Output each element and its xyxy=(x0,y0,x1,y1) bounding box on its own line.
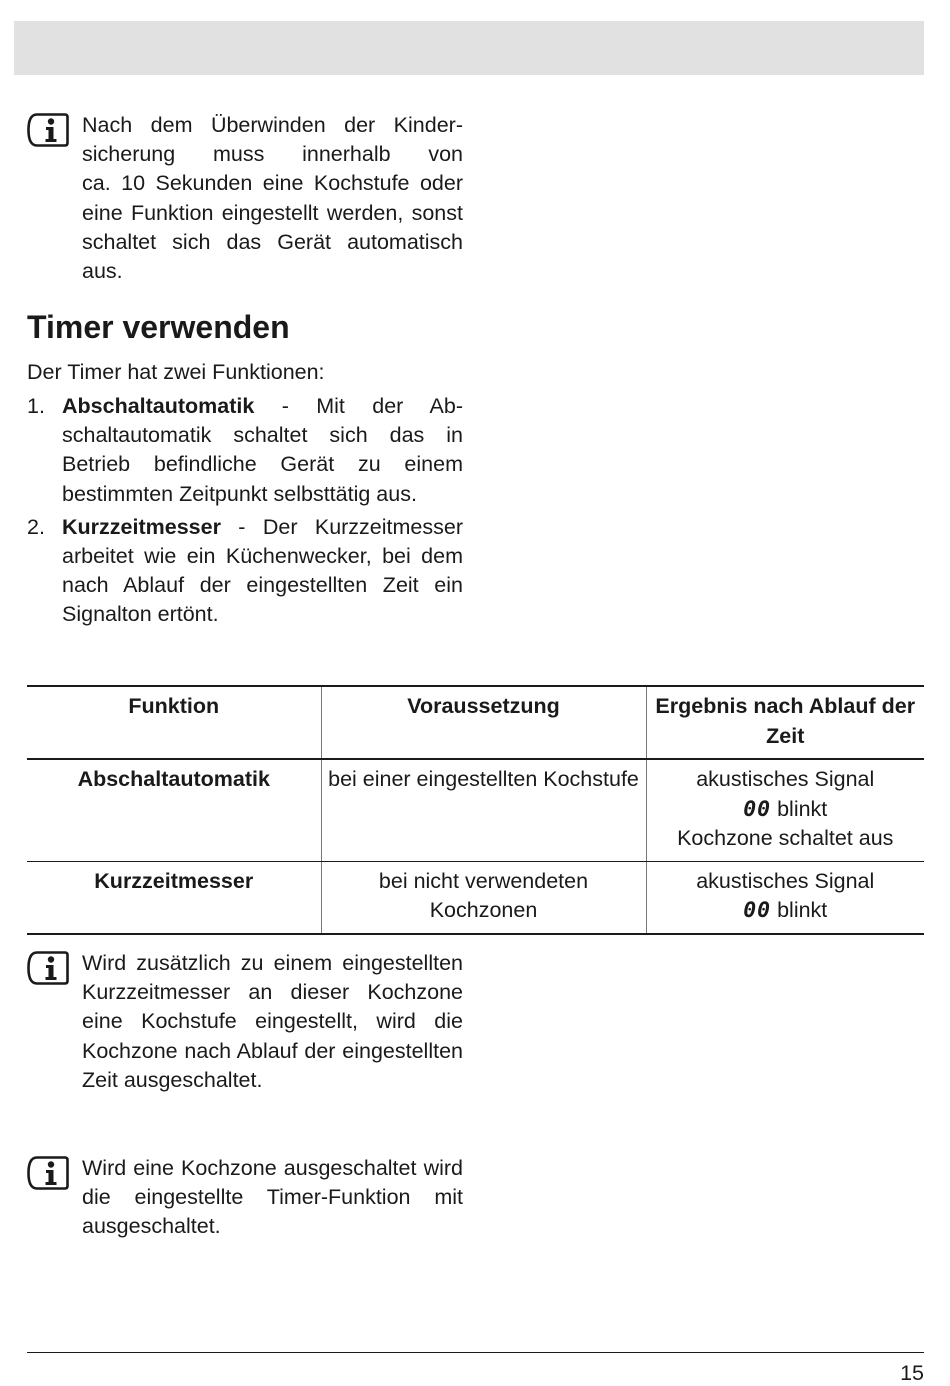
table-header-cell: Funktion xyxy=(27,686,321,759)
table-cell-result xyxy=(646,759,924,861)
result-blink-line xyxy=(653,896,919,926)
section-title: Timer verwenden xyxy=(27,309,290,345)
table-row xyxy=(27,759,924,861)
timer-table xyxy=(27,685,924,935)
footer-divider xyxy=(27,1352,924,1353)
info-note xyxy=(27,1154,463,1242)
info-icon xyxy=(27,1156,69,1190)
info-icon xyxy=(27,951,69,985)
info-note xyxy=(27,111,463,286)
note-text: Nach dem Überwinden der Kindersicherung muss innerhalb von ca. 10 Sekunden eine Kochstufe oder eine Funktion eingestellt werden, sonst schaltet sich das Gerät automatisch aus. xyxy=(82,113,463,284)
table-header-cell: Ergebnis nach Ablauf der Zeit xyxy=(646,686,924,759)
section-intro: Der Timer hat zwei Funktionen: xyxy=(27,360,325,384)
note-text: Wird eine Kochzone ausgeschaltet wird die eingestellte Timer-Funktion mit ausgeschaltet. xyxy=(82,1156,463,1239)
display-digits: 00 xyxy=(743,796,772,822)
table-cell-function: Kurzzeitmesser xyxy=(27,861,321,934)
function-description: - Der Kurzzeitmesser arbeitet wie ein Küchenwecker, bei dem nach Ablauf der eingestellten Zeit ein Signalton ertönt. xyxy=(62,514,463,627)
result-signal: akustisches Signal xyxy=(696,868,875,893)
header-bar xyxy=(14,21,924,75)
list-item xyxy=(27,513,463,630)
table-cell-condition: bei nicht verwendeten Kochzonen xyxy=(321,861,646,934)
list-number: 2. xyxy=(27,514,45,539)
function-name: Kurzzeitmesser xyxy=(62,514,221,539)
table-cell-condition: bei einer eingestellten Kochstufe xyxy=(321,759,646,861)
result-signal: akustisches Signal xyxy=(696,767,875,791)
list-item-body xyxy=(62,392,463,509)
result-blink-line xyxy=(653,795,919,825)
table-header-cell: Voraussetzung xyxy=(321,686,646,759)
result-extra: Kochzone schaltet aus xyxy=(677,826,894,850)
note-text: Wird zusätzlich zu einem eingestellten Kurzzeitmesser an dieser Kochzone eine Kochstufe eingestellt, wird die Kochzone nach Ablauf der eingestellten Zeit ausgeschaltet. xyxy=(82,951,463,1092)
function-name: Abschaltautomatik xyxy=(62,394,255,418)
info-icon xyxy=(27,113,69,147)
list-item xyxy=(27,392,463,509)
list-number: 1. xyxy=(27,394,45,418)
info-note xyxy=(27,949,463,1095)
table-header-row xyxy=(27,686,924,759)
function-list xyxy=(27,392,463,634)
list-item-body xyxy=(62,513,463,630)
result-blink: blinkt xyxy=(771,898,828,922)
table-row xyxy=(27,861,924,934)
display-digits: 00 xyxy=(743,898,772,923)
function-description: - Mit der Abschaltautomatik schaltet sich das in Betrieb befindliche Gerät zu einem bestimmten Zeitpunkt selbsttätig aus. xyxy=(62,394,463,506)
page-number: 15 xyxy=(900,1361,924,1385)
result-blink: blinkt xyxy=(771,796,828,821)
table-cell-result xyxy=(646,861,924,934)
table-cell-function: Abschaltautomatik xyxy=(27,759,321,861)
